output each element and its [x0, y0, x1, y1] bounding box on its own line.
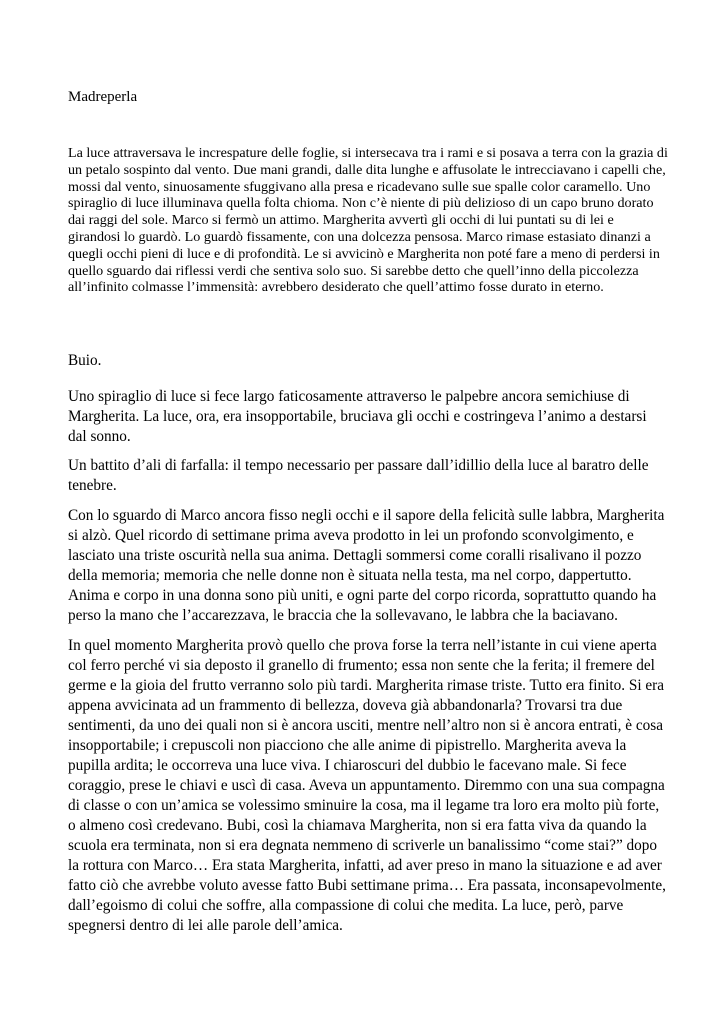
document-title: Madreperla — [68, 89, 138, 105]
paragraph-sguardo: Con lo sguardo di Marco ancora fisso negli occhi e il sapore della felicità sulle labbra, Margherita si alzò. Quel ricordo di settimane prima aveva prodotto in lei un profondo sconvolgimento, e lasciato una triste oscurità nella sua anima. Dettagli sommersi come coralli risalivano il pozzo della memoria; memoria che nelle donne non è situata nella testa, ma nel corpo, dappertutto. Anima e corpo in una donna sono più uniti, e ogni parte del corpo ricorda, soprattutto quando ha perso la mano che l’accarezzava, le braccia che la sollevavano, le labbra che la baciavano. — [68, 507, 665, 624]
paragraph-buio: Buio. — [68, 352, 102, 369]
paragraph-battito: Un battito d’ali di farfalla: il tempo necessario per passare dall’idillio della luce al baratro delle tenebre. — [68, 457, 649, 494]
paragraph-spiraglio: Uno spiraglio di luce si fece largo faticosamente attraverso le palpebre ancora semichiuse di Margherita. La luce, ora, era insopportabile, bruciava gli occhi e costringeva l’animo a destarsi dal sonno. — [68, 388, 647, 445]
paragraph-opening: La luce attraversava le increspature delle foglie, si intersecava tra i rami e si posava a terra con la grazia di un petalo sospinto dal vento. Due mani grandi, dalle dita lunghe e affusolate le intrecciavano i capelli che, mossi dal vento, sinuosamente sfuggivano alla presa e ricadevano sulle sue spalle color caramello. Uno spiraglio di luce illuminava quella folta chioma. Non c’è niente di più delizioso di un capo bruno dorato dai raggi del sole. Marco si fermò un attimo. Margherita avvertì gli occhi di lui puntati su di lei e girandosi lo guardò. Lo guardò fissamente, con una dolcezza pensosa. Marco rimase estasiato dinanzi a quegli occhi pieni di luce e di profondità. Le si avvicinò e Margherita non poté fare a meno di perdersi in quello sguardo dai riflessi verdi che sentiva solo suo. Si sarebbe detto che quell’inno della piccolezza all’infinito colmasse l’immensità: avrebbero desiderato che quell’attimo fosse durato in eterno. — [68, 145, 668, 296]
paragraph-momento: In quel momento Margherita provò quello che prova forse la terra nell’istante in cui viene aperta col ferro perché vi sia deposto il granello di frumento; essa non sente che la ferita; il fremere del germe e la gioia del frutto verranno solo più tardi. Margherita rimase triste. Tutto era finito. Si era appena avvicinata ad un frammento di bellezza, doveva già abbandonarla? Trovarsi tra due sentimenti, da uno dei quali non si è ancora usciti, mentre nell’altro non si è ancora entrati, è cosa insopportabile; i crepuscoli non piacciono che alle anime di pipistrello. Margherita aveva la pupilla ardita; le occorreva una luce viva. I chiaroscuri del dubbio le facevano male. Si fece coraggio, prese le chiavi e uscì di casa. Aveva un appuntamento. Diremmo con una sua compagna di classe o con un’amica se volessimo sminuire la cosa, ma il legame tra loro era molto più forte, o almeno così credevano. Bubi, così la chiamava Margherita, non si era fatta viva da quando la scuola era terminata, non si era degnata nemmeno di scriverle un banalissimo “come stai?” dopo la rottura con Marco… Era stata Margherita, infatti, ad aver preso in mano la situazione e ad aver fatto ciò che avrebbe voluto avesse fatto Bubi settimane prima… Era passata, inconsapevolmente, dall’egoismo di colui che soffre, alla compassione di colui che medita. La luce, però, parve spegnersi dentro di lei alle parole dell’amica. — [68, 637, 666, 934]
